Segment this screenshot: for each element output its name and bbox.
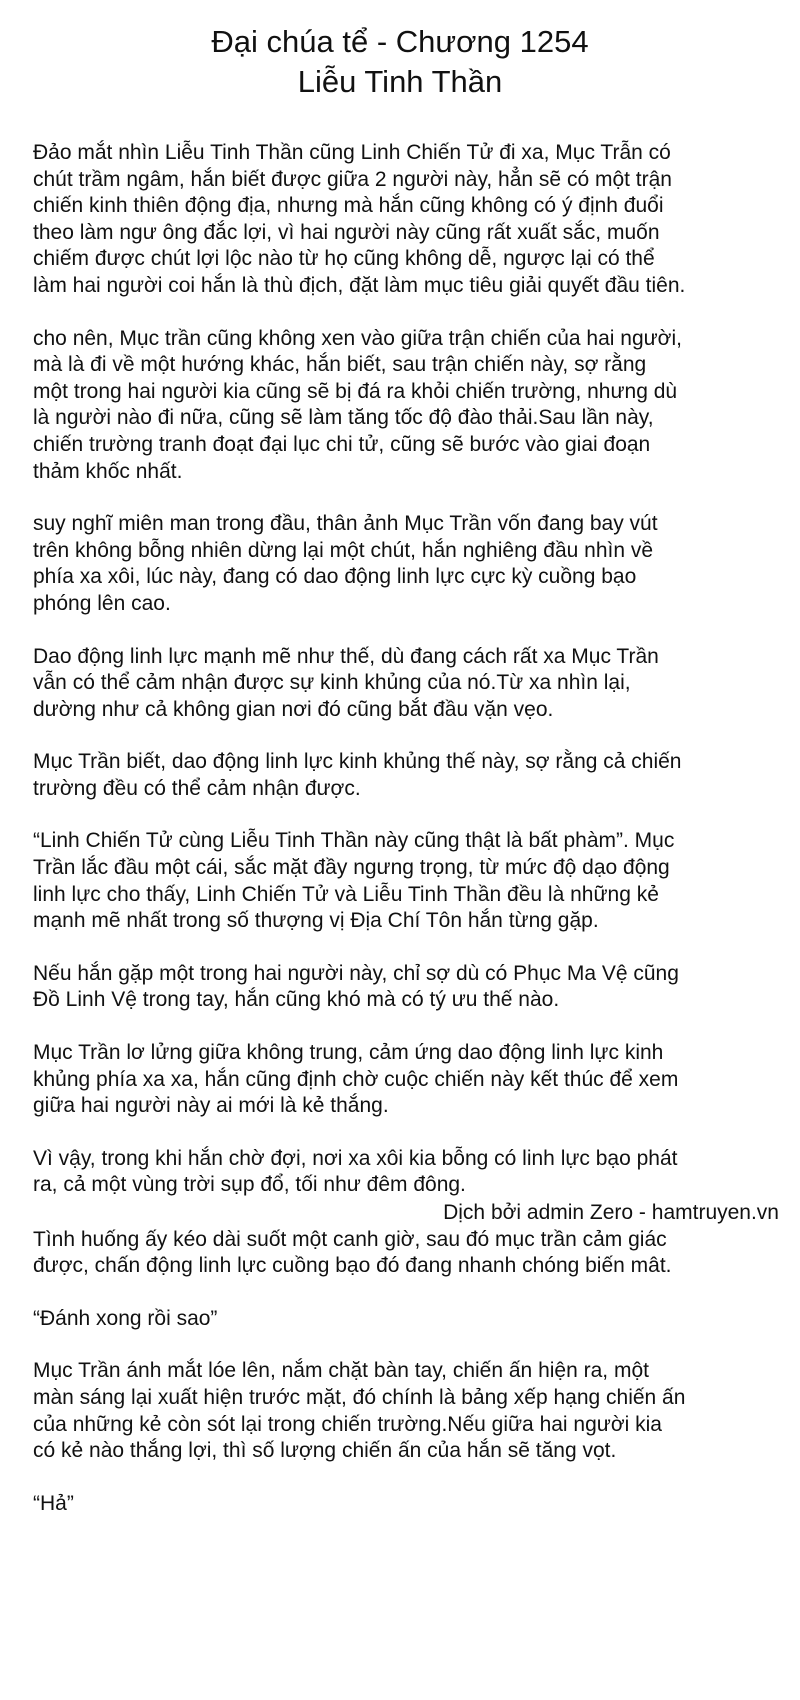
text-line: giữa hai người này ai mới là kẻ thắng.: [33, 1094, 389, 1118]
text-line: làm hai người coi hắn là thù địch, đặt làm mục tiêu giải quyết đầu tiên.: [33, 273, 686, 297]
text-line: một trong hai người kia cũng sẽ bị đá ra khỏi chiến trường, nhưng dù: [33, 379, 678, 403]
title-line-1: Đại chúa tể - Chương 1254: [211, 24, 589, 59]
paragraph-4: [33, 644, 788, 724]
text-line: khủng phía xa xa, hắn cũng định chờ cuộc chiến này kết thúc để xem: [33, 1067, 679, 1091]
text-line: được, chấn động linh lực cuồng bạo đó đang nhanh chóng biến mât.: [33, 1254, 672, 1278]
chapter-body: [33, 140, 788, 1543]
title-line-2: Liễu Tinh Thần: [297, 64, 503, 99]
text-line: chiến kinh thiên động địa, nhưng mà hắn cũng không có ý định đuổi: [33, 194, 664, 218]
paragraph-10: [33, 1227, 788, 1280]
paragraph-5: [33, 749, 788, 802]
text-line: dường như cả không gian nơi đó cũng bắt đầu vặn vẹo.: [33, 697, 554, 721]
text-line: Mục Trần biết, dao động linh lực kinh khủng thế này, sợ rằng cả chiến: [33, 750, 682, 774]
text-line: màn sáng lại xuất hiện trước mặt, đó chính là bảng xếp hạng chiến ấn: [33, 1385, 686, 1409]
text-line: là người nào đi nữa, cũng sẽ làm tăng tốc độ đào thải.Sau lần này,: [33, 406, 654, 430]
text-line: Mục Trần ánh mắt lóe lên, nắm chặt bàn tay, chiến ấn hiện ra, một: [33, 1359, 649, 1383]
paragraph-9: [33, 1146, 788, 1227]
paragraph-3: [33, 511, 788, 617]
text-line: cho nên, Mục trần cũng không xen vào giữa trận chiến của hai người,: [33, 326, 682, 350]
text-line: Trần lắc đầu một cái, sắc mặt đầy ngưng trọng, từ mức độ dạo động: [33, 856, 670, 880]
paragraph-7: [33, 961, 788, 1014]
text-line: chút trầm ngâm, hắn biết được giữa 2 người này, hẳn sẽ có một trận: [33, 167, 672, 191]
text-line: Vì vậy, trong khi hắn chờ đợi, nơi xa xôi kia bỗng có linh lực bạo phát: [33, 1146, 678, 1170]
text-line: suy nghĩ miên man trong đầu, thân ảnh Mục Trần vốn đang bay vút: [33, 512, 658, 536]
text-line: Đảo mắt nhìn Liễu Tinh Thần cũng Linh Chiến Tử đi xa, Mục Trẫn có: [33, 141, 671, 164]
text-line: trường đều có thể cảm nhận được.: [33, 776, 361, 800]
paragraph-11: [33, 1306, 788, 1333]
text-line: ra, cả một vùng trời sụp đổ, tối như đêm đông.: [33, 1173, 466, 1197]
text-line: Tình huống ấy kéo dài suốt một canh giờ, sau đó mục trần cảm giác: [33, 1227, 667, 1251]
text-line: trên không bỗng nhiên dừng lại một chút, hắn nghiêng đầu nhìn về: [33, 538, 654, 562]
chapter-title: [0, 22, 800, 102]
paragraph-8: [33, 1040, 788, 1120]
text-line: theo làm ngư ông đắc lợi, vì hai người này cũng rất xuất sắc, muốn: [33, 220, 660, 244]
text-line: của những kẻ còn sót lại trong chiến trường.Nếu giữa hai người kia: [33, 1412, 662, 1436]
text-line: chiếm được chút lợi lộc nào từ họ cũng không dễ, ngược lại có thể: [33, 247, 655, 271]
text-line: phóng lên cao.: [33, 591, 171, 615]
text-line: vẫn có thể cảm nhận được sự kinh khủng của nó.Từ xa nhìn lại,: [33, 671, 631, 695]
text-line: phía xa xôi, lúc này, đang có dao động linh lực cực kỳ cuồng bạo: [33, 565, 637, 589]
text-line: mà là đi về một hướng khác, hắn biết, sau trận chiến này, sợ rằng: [33, 353, 647, 377]
text-line: Mục Trần lơ lửng giữa không trung, cảm ứng dao động linh lực kinh: [33, 1041, 664, 1065]
text-line: Nếu hắn gặp một trong hai người này, chỉ sợ dù có Phục Ma Vệ cũng: [33, 961, 679, 985]
paragraph-6: [33, 828, 788, 934]
paragraph-13: [33, 1491, 788, 1518]
text-line: chiến trường tranh đoạt đại lục chi tử, cũng sẽ bước vào giai đoạn: [33, 432, 651, 456]
text-line: “Linh Chiến Tử cùng Liễu Tinh Thần này cũng thật là bất phàm”. Mục: [33, 829, 675, 853]
text-line: Đồ Linh Vệ trong tay, hắn cũng khó mà có tý ưu thế nào.: [33, 988, 560, 1012]
text-line: thảm khốc nhất.: [33, 459, 183, 483]
text-line: linh lực cho thấy, Linh Chiến Tử và Liễu Tinh Thần đều là những kẻ: [33, 882, 659, 906]
text-line: có kẻ nào thắng lợi, thì số lượng chiến ấn của hắn sẽ tăng vọt.: [33, 1439, 617, 1463]
text-line: Dao động linh lực mạnh mẽ như thế, dù đang cách rất xa Mục Trần: [33, 644, 659, 668]
paragraph-1: [33, 140, 788, 300]
paragraph-12: [33, 1358, 788, 1464]
paragraph-2: [33, 326, 788, 486]
translator-credit: Dịch bởi admin Zero - hamtruyen.vn: [443, 1201, 779, 1224]
text-line: mạnh mẽ nhất trong số thượng vị Địa Chí Tôn hắn từng gặp.: [33, 909, 599, 933]
text-line: “Đánh xong rồi sao”: [33, 1306, 218, 1330]
text-line: “Hả”: [33, 1491, 74, 1515]
